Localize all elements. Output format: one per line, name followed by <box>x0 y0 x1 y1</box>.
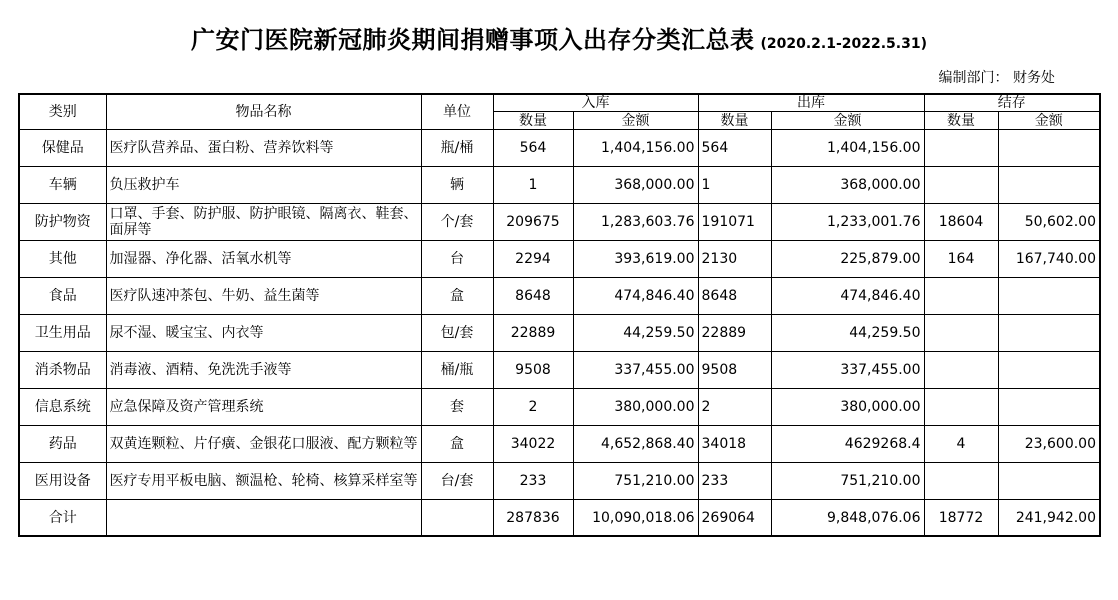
row-out-qty: 233 <box>698 463 771 500</box>
table-row <box>19 130 1100 167</box>
row-unit: 瓶/桶 <box>421 130 493 167</box>
summary-table <box>18 93 1101 537</box>
row-in-amount: 337,455.00 <box>573 352 698 389</box>
row-unit: 包/套 <box>421 315 493 352</box>
row-in-amount: 1,404,156.00 <box>573 130 698 167</box>
row-item-names: 应急保障及资产管理系统 <box>106 389 421 426</box>
row-stock-qty: 164 <box>924 241 998 278</box>
header-name: 物品名称 <box>106 94 421 130</box>
title-text: 广安门医院新冠肺炎期间捐赠事项入出存分类汇总表 <box>190 26 755 54</box>
row-in-qty: 34022 <box>493 426 573 463</box>
table-row <box>19 463 1100 500</box>
header-unit: 单位 <box>421 94 493 130</box>
row-unit: 台/套 <box>421 463 493 500</box>
row-category: 药品 <box>19 426 106 463</box>
row-out-amount: 368,000.00 <box>771 167 924 204</box>
row-out-amount: 474,846.40 <box>771 278 924 315</box>
row-unit: 盒 <box>421 278 493 315</box>
total-name-empty <box>106 500 421 537</box>
row-out-qty: 1 <box>698 167 771 204</box>
row-item-names: 医疗队营养品、蛋白粉、营养饮料等 <box>106 130 421 167</box>
row-stock-qty <box>924 315 998 352</box>
row-in-amount: 44,259.50 <box>573 315 698 352</box>
row-in-qty: 209675 <box>493 204 573 241</box>
row-item-names: 口罩、手套、防护服、防护眼镜、隔离衣、鞋套、面屏等 <box>106 204 421 241</box>
table-row <box>19 352 1100 389</box>
row-out-qty: 8648 <box>698 278 771 315</box>
table-row <box>19 167 1100 204</box>
row-unit: 辆 <box>421 167 493 204</box>
row-stock-qty: 4 <box>924 426 998 463</box>
row-unit: 套 <box>421 389 493 426</box>
row-category: 车辆 <box>19 167 106 204</box>
row-out-amount: 751,210.00 <box>771 463 924 500</box>
row-in-qty: 233 <box>493 463 573 500</box>
row-out-qty: 34018 <box>698 426 771 463</box>
row-out-qty: 2 <box>698 389 771 426</box>
row-out-amount: 44,259.50 <box>771 315 924 352</box>
row-out-amount: 1,233,001.76 <box>771 204 924 241</box>
header-out-amount: 金额 <box>771 112 924 130</box>
total-row <box>19 500 1100 537</box>
department-label: 编制部门： 财务处 <box>938 70 1055 86</box>
row-out-qty: 9508 <box>698 352 771 389</box>
total-label: 合计 <box>19 500 106 537</box>
row-stock-amount <box>998 389 1100 426</box>
header-row-1 <box>19 94 1100 112</box>
row-in-amount: 368,000.00 <box>573 167 698 204</box>
row-out-amount: 337,455.00 <box>771 352 924 389</box>
row-stock-amount: 167,740.00 <box>998 241 1100 278</box>
table-row <box>19 241 1100 278</box>
row-stock-qty <box>924 352 998 389</box>
row-in-amount: 4,652,868.40 <box>573 426 698 463</box>
row-category: 信息系统 <box>19 389 106 426</box>
row-stock-qty: 18604 <box>924 204 998 241</box>
row-stock-amount <box>998 278 1100 315</box>
row-out-qty: 564 <box>698 130 771 167</box>
header-category: 类别 <box>19 94 106 130</box>
row-stock-amount <box>998 130 1100 167</box>
total-out-qty: 269064 <box>698 500 771 537</box>
row-unit: 盒 <box>421 426 493 463</box>
total-stock-qty: 18772 <box>924 500 998 537</box>
row-in-qty: 22889 <box>493 315 573 352</box>
total-unit-empty <box>421 500 493 537</box>
date-range: (2020.2.1-2022.5.31) <box>760 36 928 52</box>
row-in-qty: 2 <box>493 389 573 426</box>
row-category: 卫生用品 <box>19 315 106 352</box>
header-in-amount: 金额 <box>573 112 698 130</box>
row-stock-amount <box>998 463 1100 500</box>
row-item-names: 加湿器、净化器、活氧水机等 <box>106 241 421 278</box>
header-stock-qty: 数量 <box>924 112 998 130</box>
row-in-amount: 1,283,603.76 <box>573 204 698 241</box>
row-item-names: 医疗队速冲茶包、牛奶、益生菌等 <box>106 278 421 315</box>
row-stock-qty <box>924 463 998 500</box>
row-in-amount: 393,619.00 <box>573 241 698 278</box>
row-category: 其他 <box>19 241 106 278</box>
row-in-qty: 564 <box>493 130 573 167</box>
row-out-qty: 191071 <box>698 204 771 241</box>
table-row <box>19 278 1100 315</box>
row-stock-qty <box>924 167 998 204</box>
total-in-qty: 287836 <box>493 500 573 537</box>
table-row <box>19 389 1100 426</box>
row-in-qty: 8648 <box>493 278 573 315</box>
row-stock-qty <box>924 278 998 315</box>
row-in-qty: 2294 <box>493 241 573 278</box>
total-in-amount: 10,090,018.06 <box>573 500 698 537</box>
row-in-qty: 1 <box>493 167 573 204</box>
header-in: 入库 <box>493 94 698 112</box>
table-row <box>19 204 1100 241</box>
row-in-amount: 751,210.00 <box>573 463 698 500</box>
row-item-names: 医疗专用平板电脑、额温枪、轮椅、核算采样室等 <box>106 463 421 500</box>
row-item-names: 双黄连颗粒、片仔癀、金银花口服液、配方颗粒等 <box>106 426 421 463</box>
row-stock-qty <box>924 389 998 426</box>
row-unit: 个/套 <box>421 204 493 241</box>
table-row <box>19 315 1100 352</box>
row-in-amount: 474,846.40 <box>573 278 698 315</box>
row-category: 医用设备 <box>19 463 106 500</box>
row-in-amount: 380,000.00 <box>573 389 698 426</box>
row-stock-amount: 50,602.00 <box>998 204 1100 241</box>
header-stock: 结存 <box>924 94 1100 112</box>
row-stock-amount <box>998 315 1100 352</box>
table-row <box>19 426 1100 463</box>
row-stock-amount: 23,600.00 <box>998 426 1100 463</box>
row-stock-qty <box>924 130 998 167</box>
page-title <box>0 20 1118 55</box>
header-in-qty: 数量 <box>493 112 573 130</box>
row-category: 消杀物品 <box>19 352 106 389</box>
row-out-amount: 4629268.4 <box>771 426 924 463</box>
total-out-amount: 9,848,076.06 <box>771 500 924 537</box>
row-stock-amount <box>998 167 1100 204</box>
header-stock-amount: 金额 <box>998 112 1100 130</box>
row-item-names: 负压救护车 <box>106 167 421 204</box>
row-item-names: 尿不湿、暖宝宝、内衣等 <box>106 315 421 352</box>
total-stock-amount: 241,942.00 <box>998 500 1100 537</box>
header-out-qty: 数量 <box>698 112 771 130</box>
row-out-amount: 225,879.00 <box>771 241 924 278</box>
row-unit: 桶/瓶 <box>421 352 493 389</box>
row-unit: 台 <box>421 241 493 278</box>
row-out-qty: 22889 <box>698 315 771 352</box>
row-out-amount: 1,404,156.00 <box>771 130 924 167</box>
row-stock-amount <box>998 352 1100 389</box>
row-in-qty: 9508 <box>493 352 573 389</box>
row-category: 防护物资 <box>19 204 106 241</box>
row-item-names: 消毒液、酒精、免洗洗手液等 <box>106 352 421 389</box>
row-out-amount: 380,000.00 <box>771 389 924 426</box>
row-out-qty: 2130 <box>698 241 771 278</box>
row-category: 食品 <box>19 278 106 315</box>
row-category: 保健品 <box>19 130 106 167</box>
header-out: 出库 <box>698 94 924 112</box>
